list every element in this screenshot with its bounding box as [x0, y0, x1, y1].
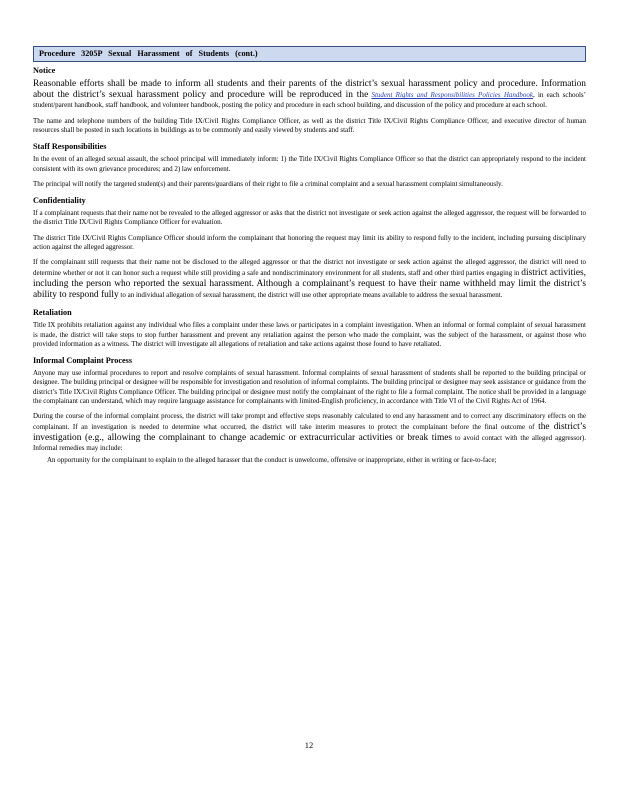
list-item	[33, 456, 586, 465]
notice-heading: Notice	[33, 66, 56, 75]
document-page	[33, 46, 586, 466]
confidentiality-paragraph-3	[33, 258, 586, 301]
retaliation-paragraph: Title IX prohibits retaliation against any individual who files a complaint under these laws or participates in a complaint investigation. When an informal or formal complaint of sexual harassment is made, the district will take steps to stop further harassment and prevent any retaliation against the person who made the complaint, was the subject of the harassment, or against those who provided information as a witness. The district will investigate all allegations of retaliation and take actions against those found to have retaliated.	[33, 321, 586, 348]
staff-heading: Staff Responsibilities	[33, 142, 107, 152]
notice-paragraph-2: The name and telephone numbers of the building Title IX/Civil Rights Compliance Officer, as well as the district Title IX/Civil Rights Compliance Officer, and executive director of human resources shall be posted in such locations in buildings as to be commonly and easily viewed by students and staff.	[33, 116, 586, 134]
retaliation-heading: Retaliation	[33, 308, 72, 318]
informal-paragraph-1: Anyone may use informal procedures to report and resolve complaints of sexual harassment. Informal complaints of sexual harassment of students shall be reported to the building principal or designee. The building principal or designee will be responsible for investigation and resolution of informal complaints. The building principal or designee may seek assistance or guidance from the district’s Title IX/Civil Rights Compliance Officer. The building principal or designee must notify the complainant of the right to file a formal complaint. The notice shall be provided in a language the complainant can understand, which may require language assistance for complainants with limited-English proficiency, in accordance with Title VI of the Civil Rights Act of 1964.	[33, 369, 586, 406]
staff-paragraph-1: In the event of an alleged sexual assault, the school principal will immediately inform: 1) the Title IX/Civil Rights Compliance Officer so that the district can appropriately respond to the incident consistent with its own grievance procedures; and 2) law enforcement.	[33, 155, 586, 173]
procedure-header-bar: Procedure 3205P Sexual Harassment of Students (cont.)	[33, 46, 586, 62]
handbook-link[interactable]: Student Rights and Responsibilities Policies Handbook	[371, 91, 533, 100]
confidentiality-p3-text-cont: to an individual allegation of sexual harassment, the district will use other appropriate means available to address the sexual harassment.	[120, 291, 503, 300]
bullet-text: An opportunity for the complainant to explain to the alleged harasser that the conduct is unwelcome, offensive or inappropriate, either in writing or face-to-face;	[47, 456, 497, 465]
informal-p2-large: the district’s investigation (e.g., allowing the complainant to change academic or extracurricular activities or break times	[33, 421, 587, 443]
notice-paragraph-1	[33, 79, 586, 111]
confidentiality-paragraph-2: The district Title IX/Civil Rights Compliance Officer should inform the complainant that honoring the request may limit its ability to respond fully to the incident, including pursuing disciplinary action against the alleged aggressor.	[33, 233, 586, 252]
page-number: 12	[304, 740, 314, 750]
confidentiality-p3-text: If the complainant still requests that their name not be disclosed to the alleged aggressor or that the district not investigate or seek action against the alleged aggressor, the district will need to determine whether or not it can honor such a request while still providing a safe and nondiscriminatory environment for all students, staff and other third parties engaging in	[33, 258, 586, 277]
staff-paragraph-2: The principal will notify the targeted student(s) and their parents/guardians of their right to file a criminal complaint and a sexual harassment complaint simultaneously.	[33, 179, 503, 188]
confidentiality-p3-large: district activities, including the person who reported the sexual harassment. Although a complainant’s request to have their name withheld may limit the district’s ability to respond fully	[33, 267, 587, 301]
confidentiality-heading: Confidentiality	[33, 196, 86, 206]
bullet-icon	[33, 456, 47, 465]
informal-p2-text-cont: to avoid contact with the alleged aggressor). Informal remedies may include:	[33, 433, 586, 453]
informal-paragraph-2	[33, 412, 586, 453]
informal-heading: Informal Complaint Process	[33, 356, 133, 366]
confidentiality-paragraph-1: If a complainant requests that their name not be revealed to the alleged aggressor or asks that the district not investigate or seek action against the alleged aggressor, the request will be forwarded to the district Title IX/Civil Rights Compliance Officer for evaluation.	[33, 209, 586, 227]
notice-p1-text-cont: , in each schools’ student/parent handbook, staff handbook, and volunteer handbook, posting the policy and procedure in each school building, and discussion of the policy and procedure at each school.	[33, 91, 586, 110]
notice-p1-text: Reasonable efforts shall be made to inform all students and their parents of the district’s sexual harassment policy and procedure. Information about the district’s sexual harassment policy and procedure will be reproduced in the	[33, 79, 586, 101]
informal-p2-text: During the course of the informal complaint process, the district will take prompt and effective steps reasonably calculated to end any harassment and to correct any discriminatory effects on the complainant. If an investigation is needed to determine what occurred, the district will take interim measures to protect the complainant before the final outcome of	[33, 412, 586, 431]
